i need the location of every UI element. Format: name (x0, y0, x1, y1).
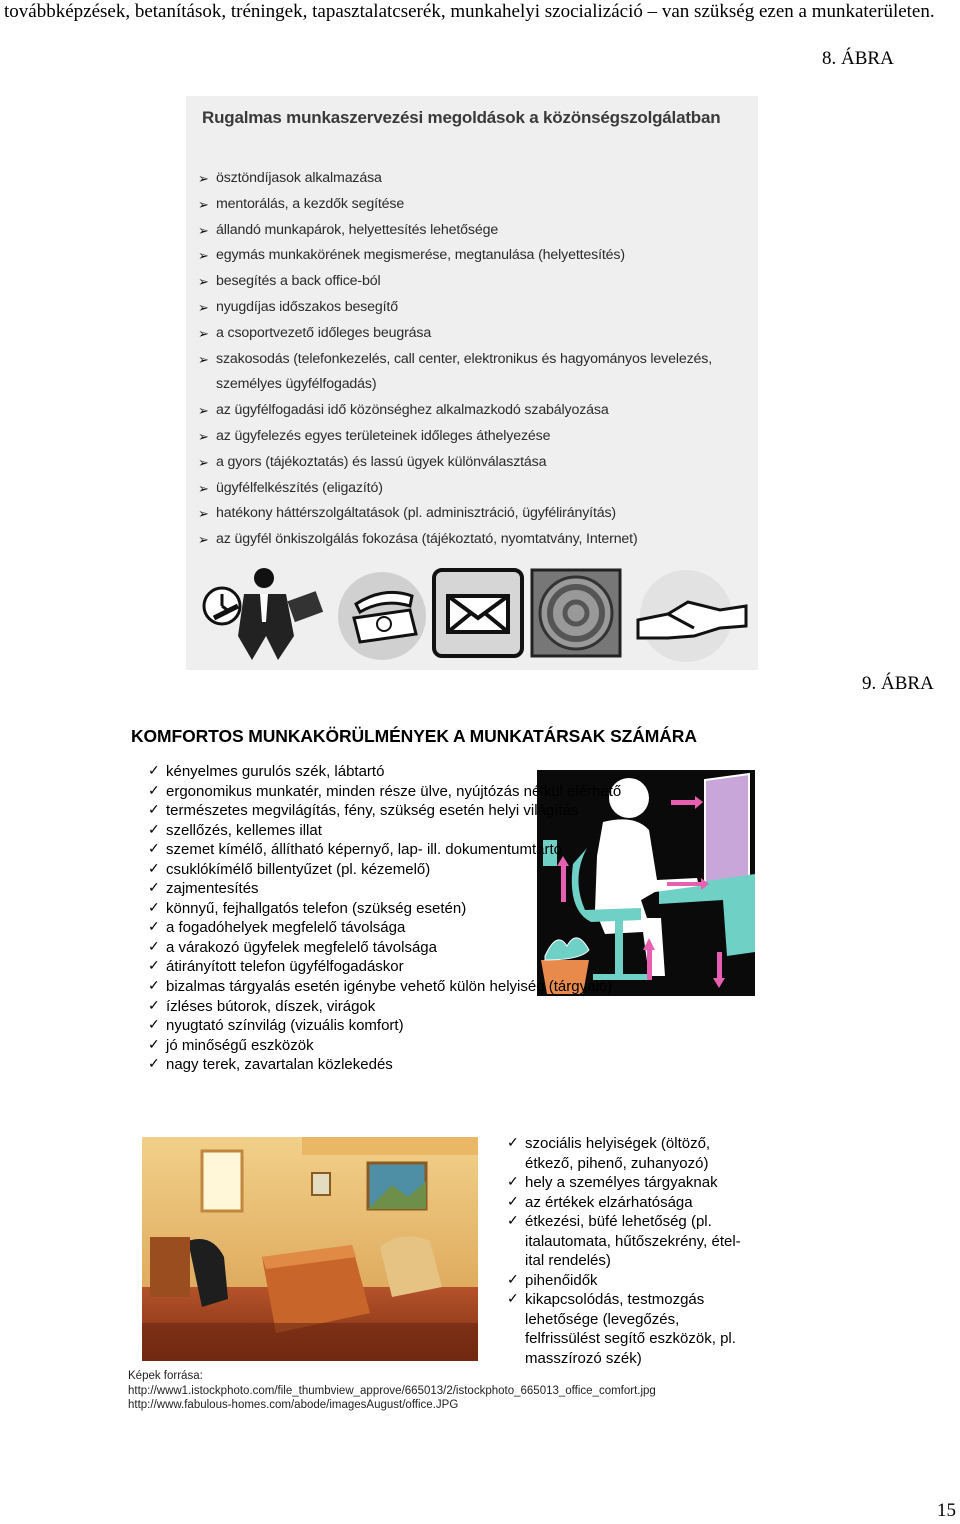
arrow-bullet-icon: ➢ (198, 171, 209, 186)
intro-paragraph: továbbképzések, betanítások, tréningek, tapasztalatcserék, munkahelyi szocializáció – van szükség ezen a munkaterületen. (4, 1, 935, 22)
checklist-item (148, 762, 708, 782)
figure-8-list-item (198, 218, 754, 244)
figure-8-list-item (198, 243, 754, 269)
checkmark-icon: ✓ (148, 820, 160, 837)
figure-8-item-text: mentorálás, a kezdők segítése (216, 195, 405, 212)
checkmark-icon: ✓ (148, 801, 160, 818)
checklist-item-text: nyugtató színvilág (vizuális komfort) (166, 1017, 404, 1035)
figure-8-icons (194, 566, 754, 666)
page-number: 15 (937, 1500, 956, 1521)
figure-8-list-item (198, 166, 754, 192)
checklist-item (148, 977, 708, 997)
figure-8-list-item (198, 295, 754, 321)
figure-8-list-item (198, 347, 754, 399)
checklist-item-text: kényelmes gurulós szék, lábtartó (166, 763, 385, 780)
checklist-item-text: bizalmas tárgyalás esetén igénybe vehető külön helyiség (tárgyaló) (166, 978, 613, 996)
checklist-item (148, 821, 708, 841)
checkmark-icon: ✓ (148, 762, 160, 778)
figure-8-item-text: a csoportvezető időleges beugrása (216, 324, 432, 341)
figure-9-list-right (507, 1134, 757, 1369)
arrow-bullet-icon: ➢ (198, 325, 209, 341)
arrow-bullet-icon: ➢ (198, 351, 209, 367)
checklist-item (148, 899, 708, 919)
figure-8-item-text: egymás munkakörének megismerése, megtanulása (helyettesítés) (216, 247, 625, 264)
checklist-item (148, 918, 708, 938)
checklist-item-text: szemet kímélő, állítható képernyő, lap- ill. dokumentumtartó (166, 841, 563, 859)
envelope-icon (434, 570, 522, 656)
at-sign-icon (532, 570, 620, 656)
checklist-item (148, 997, 708, 1017)
figure-8-list-item (198, 192, 754, 218)
figure-8-list-item (198, 269, 754, 295)
checklist-item-text: étkezési, büfé lehetőség (pl. italautomata, hűtőszekrény, étel-ital rendelés) (525, 1213, 741, 1270)
figure-8-list-item (198, 501, 754, 527)
figure-8-list-item (198, 527, 754, 553)
checkmark-icon: ✓ (507, 1192, 519, 1209)
figure-8-item-text: állandó munkapárok, helyettesítés lehetősége (216, 221, 499, 238)
figure-8-list-item (198, 321, 754, 347)
arrow-bullet-icon: ➢ (198, 480, 209, 496)
checklist-item (148, 938, 708, 958)
checkmark-icon: ✓ (507, 1290, 519, 1307)
figure-9-title: KOMFORTOS MUNKAKÖRÜLMÉNYEK A MUNKATÁRSAK SZÁMÁRA (131, 726, 697, 746)
checklist-item-text: kikapcsolódás, testmozgás lehetősége (levegőzés, felfrissülést segítő eszközök, pl. masszírozó szék) (525, 1291, 736, 1368)
figure-8-item-text: az ügyfelezés egyes területeinek időleges áthelyezése (216, 427, 551, 444)
checklist-item-text: csuklókímélő billentyűzet (pl. kézemelő) (166, 860, 431, 878)
arrow-bullet-icon: ➢ (198, 196, 209, 212)
checklist-item-text: hely a személyes tárgyaknak (525, 1174, 718, 1192)
checkmark-icon: ✓ (507, 1134, 519, 1150)
checklist-item (148, 1055, 708, 1075)
figure-8-label: 8. ÁBRA (822, 48, 894, 69)
checklist-item (148, 801, 708, 821)
arrow-bullet-icon: ➢ (198, 532, 209, 548)
figure-8-item-text: a gyors (tájékoztatás) és lassú ügyek különválasztása (216, 453, 547, 470)
checkmark-icon: ✓ (507, 1212, 519, 1229)
figure-8-item-text: nyugdíjas időszakos besegítő (216, 298, 398, 315)
figure-8-item-text: szakosodás (telefonkezelés, call center, elektronikus és hagyományos levelezés, személyes ügyfélfogadás) (216, 350, 713, 393)
figure-8-list-item (198, 398, 754, 424)
figure-8-title: Rugalmas munkaszervezési megoldások a közönségszolgálatban (202, 108, 721, 127)
arrow-bullet-icon: ➢ (198, 299, 209, 315)
checkmark-icon: ✓ (148, 1035, 160, 1052)
checklist-item (148, 782, 708, 802)
checklist-item-text: jó minőségű eszközök (166, 1036, 314, 1054)
arrow-bullet-icon: ➢ (198, 248, 209, 264)
checklist-item (507, 1212, 757, 1271)
checkmark-icon: ✓ (148, 840, 160, 857)
checkmark-icon: ✓ (148, 937, 160, 954)
businessman-icon (204, 568, 323, 660)
checklist-item-text: zajmentesítés (166, 880, 259, 898)
checklist-item-text: pihenőidők (525, 1271, 598, 1289)
checklist-item-text: ízléses bútorok, díszek, virágok (166, 997, 376, 1015)
checkmark-icon: ✓ (148, 1055, 160, 1072)
source-link[interactable]: http://www1.istockphoto.com/file_thumbview_approve/665013/2/istockphoto_665013_office_comfort.jpg (128, 1384, 656, 1397)
checkmark-icon: ✓ (148, 918, 160, 935)
arrow-bullet-icon: ➢ (198, 403, 209, 419)
handshake-icon (638, 570, 746, 662)
source-link[interactable]: http://www.fabulous-homes.com/abode/imagesAugust/office.JPG (128, 1399, 459, 1411)
figure-8-item-text: ösztöndíjasok alkalmazása (216, 170, 382, 186)
checklist-item (507, 1290, 757, 1368)
checklist-item (507, 1271, 757, 1291)
telephone-icon (338, 572, 426, 660)
checkmark-icon: ✓ (507, 1270, 519, 1287)
checklist-item (148, 860, 708, 880)
checklist-item-text: a várakozó ügyfelek megfelelő távolsága (166, 938, 437, 956)
checkmark-icon: ✓ (148, 1016, 160, 1033)
checkmark-icon: ✓ (148, 898, 160, 915)
arrow-bullet-icon: ➢ (198, 454, 209, 470)
checklist-item (507, 1173, 757, 1193)
figure-8-list (198, 166, 754, 553)
checklist-item (148, 879, 708, 899)
arrow-bullet-icon: ➢ (198, 222, 209, 238)
checklist-item (507, 1193, 757, 1213)
figure-8-item-text: ügyfélfelkészítés (eligazító) (216, 479, 383, 496)
checklist-item-text: ergonomikus munkatér, minden része ülve, nyújtózás nélkül elérhető (166, 782, 622, 800)
checkmark-icon: ✓ (148, 859, 160, 876)
checklist-item-text: az értékek elzárhatósága (525, 1193, 693, 1211)
checklist-item-text: természetes megvilágítás, fény, szükség esetén helyi világítás (166, 802, 579, 820)
figure-8-item-text: hatékony háttérszolgáltatások (pl. adminisztráció, ügyfélirányítás) (216, 505, 617, 522)
checklist-item (148, 840, 708, 860)
arrow-bullet-icon: ➢ (198, 506, 209, 522)
arrow-bullet-icon: ➢ (198, 428, 209, 444)
checkmark-icon: ✓ (148, 996, 160, 1013)
figure-8-item-text: az ügyfél önkiszolgálás fokozása (tájékoztató, nyomtatvány, Internet) (216, 531, 638, 548)
arrow-bullet-icon: ➢ (198, 274, 209, 290)
figure-9-label: 9. ÁBRA (862, 673, 934, 694)
checklist-item-text: nagy terek, zavartalan közlekedés (166, 1056, 393, 1074)
checklist-item (148, 957, 708, 977)
source-label: Képek forrása: (128, 1370, 203, 1382)
figure-9-list-left (148, 762, 708, 1075)
checkmark-icon: ✓ (148, 879, 160, 896)
checklist-item-text: a fogadóhelyek megfelelő távolsága (166, 919, 406, 937)
checkmark-icon: ✓ (148, 977, 160, 994)
image-sources (128, 1369, 656, 1413)
checkmark-icon: ✓ (507, 1173, 519, 1190)
checklist-item-text: könnyű, fejhallgatós telefon (szükség esetén) (166, 899, 467, 917)
figure-8-list-item (198, 476, 754, 502)
checklist-item (148, 1016, 708, 1036)
checklist-item (148, 1036, 708, 1056)
figure-8-item-text: az ügyfélfogadási idő közönséghez alkalmazkodó szabályozása (216, 402, 609, 419)
figure-8-item-text: besegítés a back office-ból (216, 273, 381, 290)
checklist-item-text: átirányított telefon ügyfélfogadáskor (166, 958, 404, 976)
figure-8-list-item (198, 450, 754, 476)
checklist-item-text: szellőzés, kellemes illat (166, 821, 322, 839)
checklist-item-text: szociális helyiségek (öltöző, étkező, pihenő, zuhanyozó) (525, 1135, 711, 1172)
checkmark-icon: ✓ (148, 781, 160, 798)
figure-8-list-item (198, 424, 754, 450)
checklist-item (507, 1134, 757, 1173)
figure-8 (186, 96, 758, 670)
checkmark-icon: ✓ (148, 957, 160, 974)
office-photo (142, 1137, 478, 1361)
